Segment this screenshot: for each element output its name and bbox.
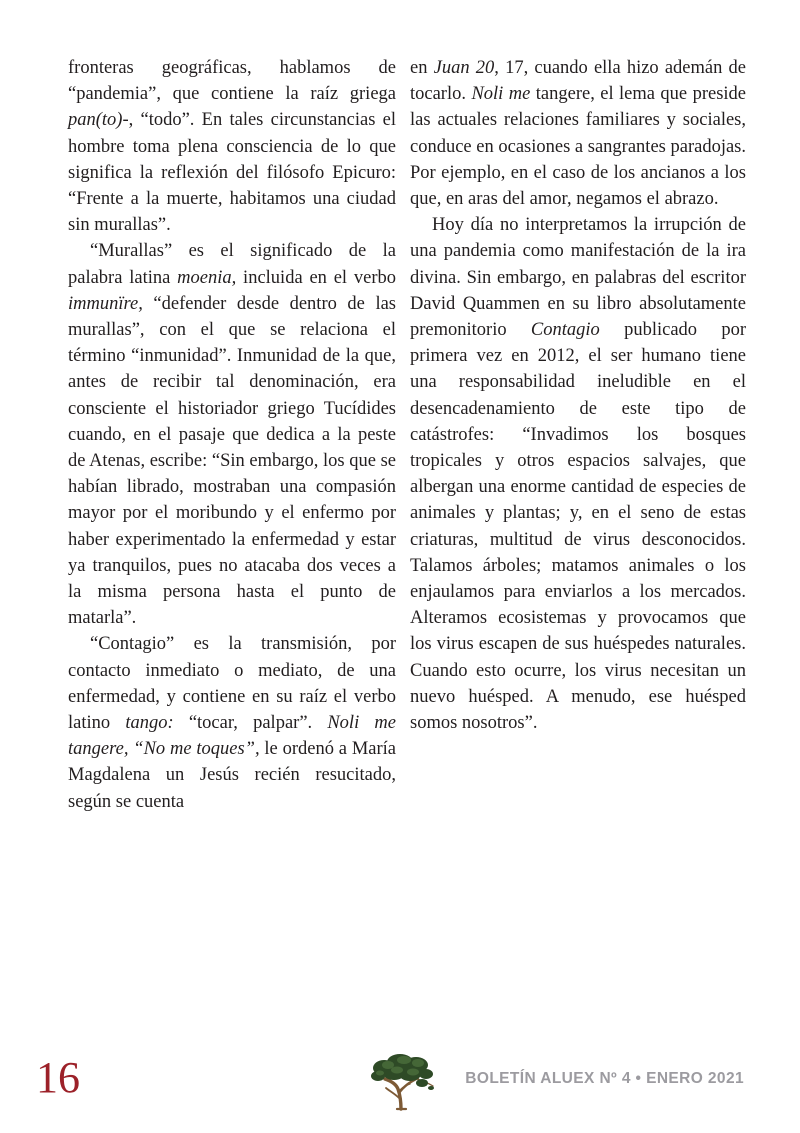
text-segment: , 17, cuando ella hizo ademán de tocarlo. <box>410 58 746 105</box>
tree-icon <box>370 1052 434 1112</box>
footer-journal-title: BOLETÍN ALUEX Nº 4 • ENERO 2021 <box>465 1070 744 1087</box>
text-segment: , “todo”. En tales circunstancias el hombre toma plena consciencia de lo que significa la reflexión del filósofo Epicuro: “Frente a la muerte, habitamos una ciudad sin murallas”. <box>68 110 396 236</box>
text-segment: Contagio <box>530 320 600 341</box>
text-segment: pan(to)- <box>68 110 129 131</box>
paragraph <box>410 212 746 736</box>
text-segment: en <box>410 58 434 78</box>
paragraph <box>68 631 396 814</box>
page-number: 16 <box>36 1053 80 1102</box>
text-segment: “Contagio” es la transmisión, por contacto inmediato o mediato, de una enfermedad, y contiene en su raíz el verbo latino <box>68 634 396 734</box>
text-segment: immunïre, <box>68 293 143 314</box>
text-column-right <box>410 55 746 815</box>
text-segment: tango: <box>125 713 174 734</box>
text-segment: publicado por primera vez en 2012, el ser humano tiene una responsabilidad ineludible en el desencadenamiento de este tipo de catástrofes: “Invadimos los bosques tropicales y otros espacios salvajes, que albergan una enorme cantidad de especies de animales y plantas; y, en el seno de estas criaturas, multitud de virus desconocidos. Talamos árboles; matamos animales o los enjaulamos para enviarlos a los mercados. Alteramos ecosistemas y provocamos que los virus escapen de sus huéspedes naturales. Cuando esto ocurre, los virus necesitan un nuevo huésped. A menudo, ese huésped somos nosotros”. <box>410 320 746 734</box>
text-column-left <box>68 55 396 815</box>
paragraph <box>410 55 746 212</box>
paragraph <box>68 238 396 631</box>
text-columns <box>68 55 746 815</box>
paragraph <box>68 55 396 238</box>
text-segment: “Murallas” es el significado de la palabra latina <box>68 241 396 288</box>
text-segment: fronteras geográficas, hablamos de “pandemia”, que contiene la raíz griega <box>68 58 396 105</box>
text-segment: incluida en el verbo <box>236 267 397 288</box>
text-segment: “tocar, palpar”. <box>173 713 328 734</box>
text-segment: Hoy día no interpretamos la irrupción de una pandemia como manifestación de la ira divina. Sin embargo, en palabras del escritor David Quammen en su libro absolutamente premonitorio <box>410 215 746 341</box>
text-segment: Noli me <box>471 84 531 105</box>
text-segment: le ordenó a María Magdalena un Jesús recién resucitado, según se cuenta <box>68 739 396 812</box>
tree-logo <box>370 1052 434 1112</box>
text-segment: Juan 20 <box>433 58 495 78</box>
text-segment: tangere, el lema que preside las actuales relaciones familiares y sociales, conduce en ocasiones a sangrantes paradojas. Por ejemplo, en el caso de los ancianos a los que, en aras del amor, negamos el abrazo. <box>410 84 747 210</box>
text-segment: “defender desde dentro de las murallas”, con el que se relaciona el término “inmunidad”. Inmunidad de la que, antes de recibir tal denominación, era consciente el historiador griego Tucídides cuando, en el pasaje que dedica a la peste de Atenas, escribe: “Sin embargo, los que se habían librado, mostraban una compasión mayor por el moribundo y el enfermo por haber experimentado la enfermedad y estar ya tranquilos, pues no atacaba dos veces a la misma persona hasta el punto de matarla”. <box>68 293 396 629</box>
text-segment: Noli me tangere, “No me toques”, <box>68 713 396 760</box>
text-segment: moenia, <box>177 267 237 288</box>
